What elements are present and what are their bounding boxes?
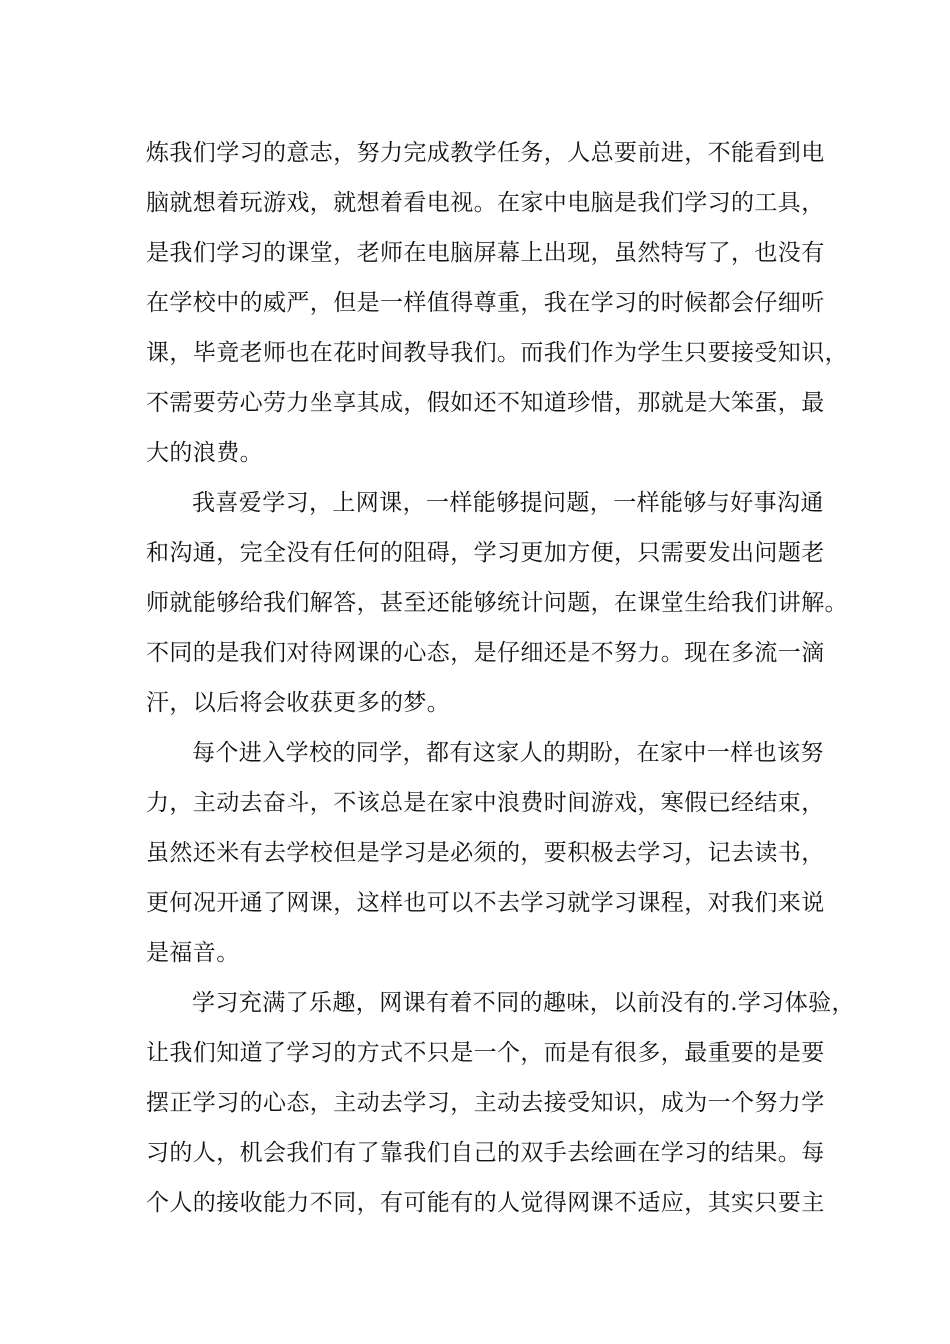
paragraph-2-line-5: 汗，以后将会收获更多的梦。 bbox=[146, 690, 451, 716]
paragraph-1-line-7: 大的浪费。 bbox=[146, 440, 263, 466]
paragraph-4-line-2: 让我们知道了学习的方式不只是一个，而是有很多，最重要的是要 bbox=[146, 1040, 825, 1066]
paragraph-3-line-2: 力，主动去奋斗，不该总是在家中浪费时间游戏，寒假已经结束， bbox=[146, 790, 825, 816]
paragraph-1-line-3: 是我们学习的课堂，老师在电脑屏幕上出现，虽然特写了，也没有 bbox=[146, 240, 825, 266]
paragraph-1-line-1: 炼我们学习的意志，努力完成教学任务，人总要前进，不能看到电 bbox=[146, 140, 825, 166]
paragraph-4-line-1: 学习充满了乐趣，网课有着不同的趣味，以前没有的.学习体验， bbox=[192, 990, 855, 1016]
paragraph-3-line-5: 是福音。 bbox=[146, 940, 240, 966]
paragraph-1-line-2: 脑就想着玩游戏，就想着看电视。在家中电脑是我们学习的工具， bbox=[146, 190, 825, 216]
paragraph-2-line-1: 我喜爱学习，上网课，一样能够提问题，一样能够与好事沟通 bbox=[192, 490, 824, 516]
paragraph-2-line-4: 不同的是我们对待网课的心态，是仔细还是不努力。现在多流一滴 bbox=[146, 640, 825, 666]
paragraph-4-line-4: 习的人，机会我们有了靠我们自己的双手去绘画在学习的结果。每 bbox=[146, 1140, 825, 1166]
paragraph-2-line-2: 和沟通，完全没有任何的阻碍，学习更加方便，只需要发出问题老 bbox=[146, 540, 825, 566]
paragraph-1-line-4: 在学校中的威严，但是一样值得尊重，我在学习的时候都会仔细听 bbox=[146, 290, 825, 316]
paragraph-4-line-5: 个人的接收能力不同，有可能有的人觉得网课不适应，其实只要主 bbox=[146, 1190, 825, 1216]
paragraph-3-line-4: 更何况开通了网课，这样也可以不去学习就学习课程，对我们来说 bbox=[146, 890, 825, 916]
paragraph-1-line-6: 不需要劳心劳力坐享其成，假如还不知道珍惜，那就是大笨蛋，最 bbox=[146, 390, 825, 416]
paragraph-3-line-3: 虽然还米有去学校但是学习是必须的，要积极去学习，记去读书， bbox=[146, 840, 825, 866]
paragraph-2-line-3: 师就能够给我们解答，甚至还能够统计问题，在课堂生给我们讲解。 bbox=[146, 590, 848, 616]
paragraph-1-line-5: 课，毕竟老师也在花时间教导我们。而我们作为学生只要接受知识， bbox=[146, 340, 848, 366]
paragraph-4-line-3: 摆正学习的心态，主动去学习，主动去接受知识，成为一个努力学 bbox=[146, 1090, 825, 1116]
paragraph-3-line-1: 每个进入学校的同学，都有这家人的期盼，在家中一样也该努 bbox=[192, 740, 824, 766]
